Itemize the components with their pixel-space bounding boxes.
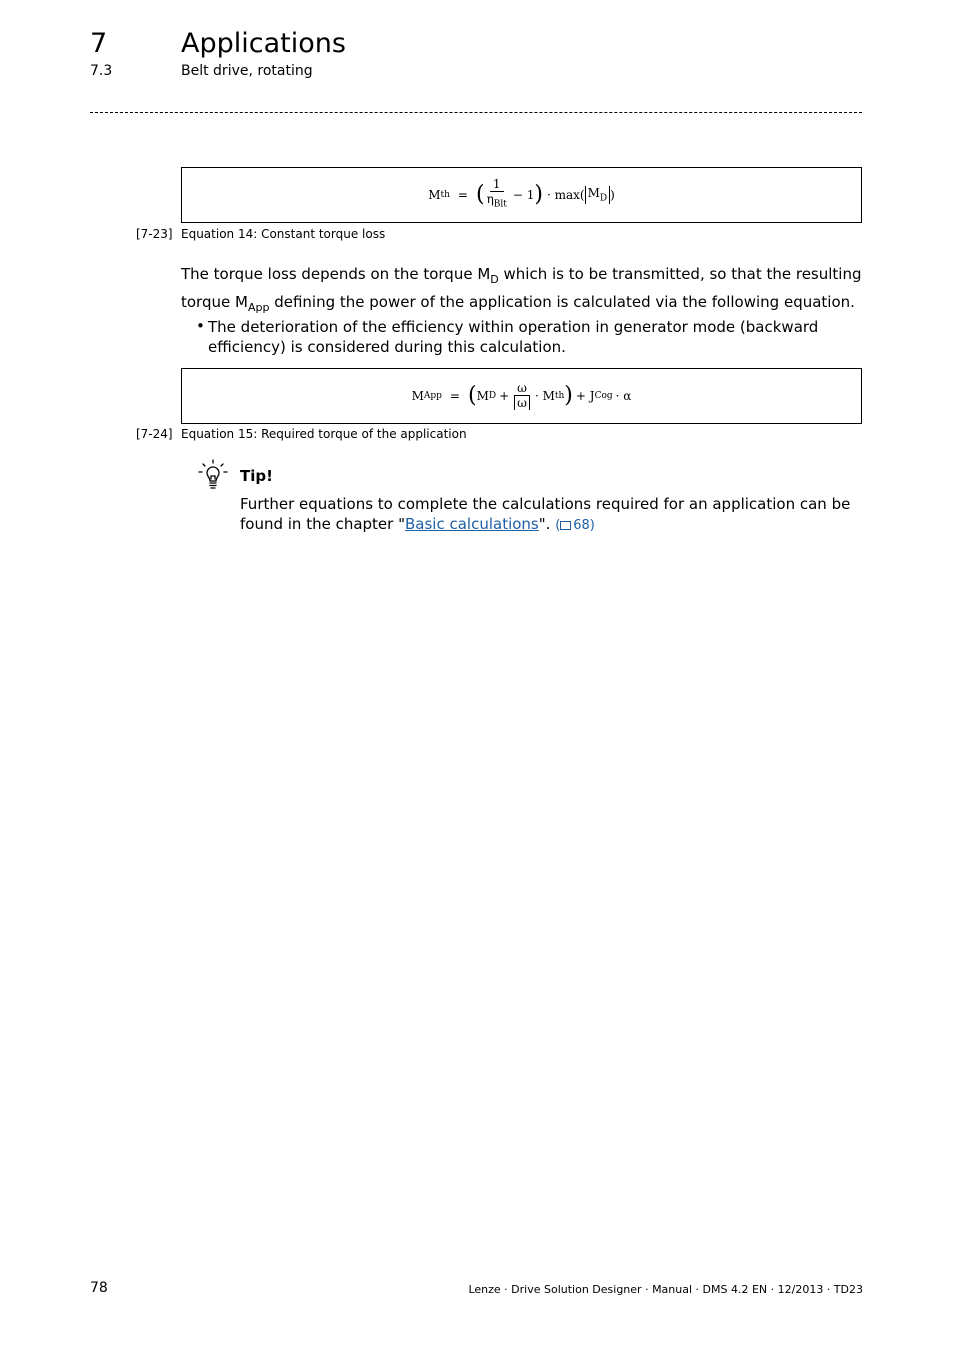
equation-constant-torque-loss (182, 168, 861, 222)
eq2-right-paren: ) (564, 383, 573, 408)
eq1-abs-m: M (587, 186, 600, 201)
eq1-lhs: M (428, 188, 441, 202)
eq1-right-paren: ) (534, 182, 543, 207)
section-number: 7.3 (90, 63, 113, 79)
eq1-lhs-sub: th (440, 190, 450, 200)
eq2-frac-den: ω (514, 396, 530, 410)
eq1-frac-den: η (486, 192, 494, 207)
caption-2-text: Equation 15: Required torque of the application (181, 427, 467, 441)
header-divider (90, 112, 862, 113)
eq2-left-paren: ( (467, 383, 477, 408)
bullet-symbol: • (196, 317, 205, 335)
eq2-equals: = (449, 389, 460, 403)
eq2-mth: · M (534, 389, 555, 403)
eq1-frac-num: 1 (490, 178, 504, 192)
tip-text-before: Further equations to complete the calculations required for an application can be found in the chapter " (240, 495, 851, 533)
para-sub1: D (490, 273, 499, 286)
eq2-plus1: + (499, 389, 510, 403)
equation-required-torque (182, 369, 861, 423)
tip-label: Tip! (240, 467, 273, 485)
eq2-lhs: M (411, 389, 424, 403)
bullet-text: The deterioration of the efficiency within operation in generator mode (backward efficiency) is considered during this calculation. (208, 318, 819, 356)
caption-1-text: Equation 14: Constant torque loss (181, 227, 386, 241)
chapter-number: 7 (90, 28, 108, 59)
para-part1: The torque loss depends on the torque M (181, 265, 491, 283)
caption-2-number: [7-24] (136, 427, 173, 441)
eq2-alpha: · α (615, 389, 632, 403)
eq2-fraction (514, 382, 530, 410)
eq2-md-sub: D (488, 391, 497, 401)
para-sub2: App (247, 301, 270, 314)
tip-text (240, 494, 864, 536)
page-number: 78 (90, 1280, 108, 1296)
eq1-frac-den-sub: Blt (493, 199, 507, 210)
equation-box-1 (181, 167, 862, 223)
eq1-abs-sub: D (599, 193, 608, 204)
eq2-jcog: + J (575, 389, 595, 403)
tip-text-after: ". (538, 515, 556, 533)
eq2-frac-num: ω (514, 382, 530, 396)
lightbulb-icon (196, 458, 230, 492)
para-part2: which is to be transmitted, so that the resulting torque M (181, 265, 862, 311)
eq2-jcog-sub: Cog (594, 391, 613, 401)
eq1-max: · max( (546, 188, 585, 202)
para-part3: defining the power of the application is calculated via the following equation. (269, 293, 855, 311)
caption-1-number: [7-23] (136, 227, 173, 241)
eq2-md: M (476, 389, 489, 403)
eq2-lhs-sub: App (423, 391, 442, 401)
eq1-equals: = (457, 188, 468, 202)
eq1-minus-one: − 1 (512, 188, 535, 202)
equation-box-2 (181, 368, 862, 424)
eq1-close: ) (610, 188, 615, 202)
chapter-title: Applications (181, 28, 346, 59)
section-title: Belt drive, rotating (181, 63, 313, 79)
eq1-left-paren: ( (475, 182, 485, 207)
book-icon (560, 521, 571, 530)
eq1-abs-md (585, 186, 611, 203)
footer-doc-info: Lenze · Drive Solution Designer · Manual · DMS 4.2 EN · 12/2013 · TD23 (468, 1283, 863, 1296)
eq1-fraction (487, 178, 507, 211)
basic-calculations-link[interactable]: Basic calculations (405, 515, 539, 533)
eq2-mth-sub: th (554, 391, 565, 401)
page-ref-link[interactable]: ( 68) (555, 518, 595, 533)
body-paragraph (181, 263, 863, 319)
